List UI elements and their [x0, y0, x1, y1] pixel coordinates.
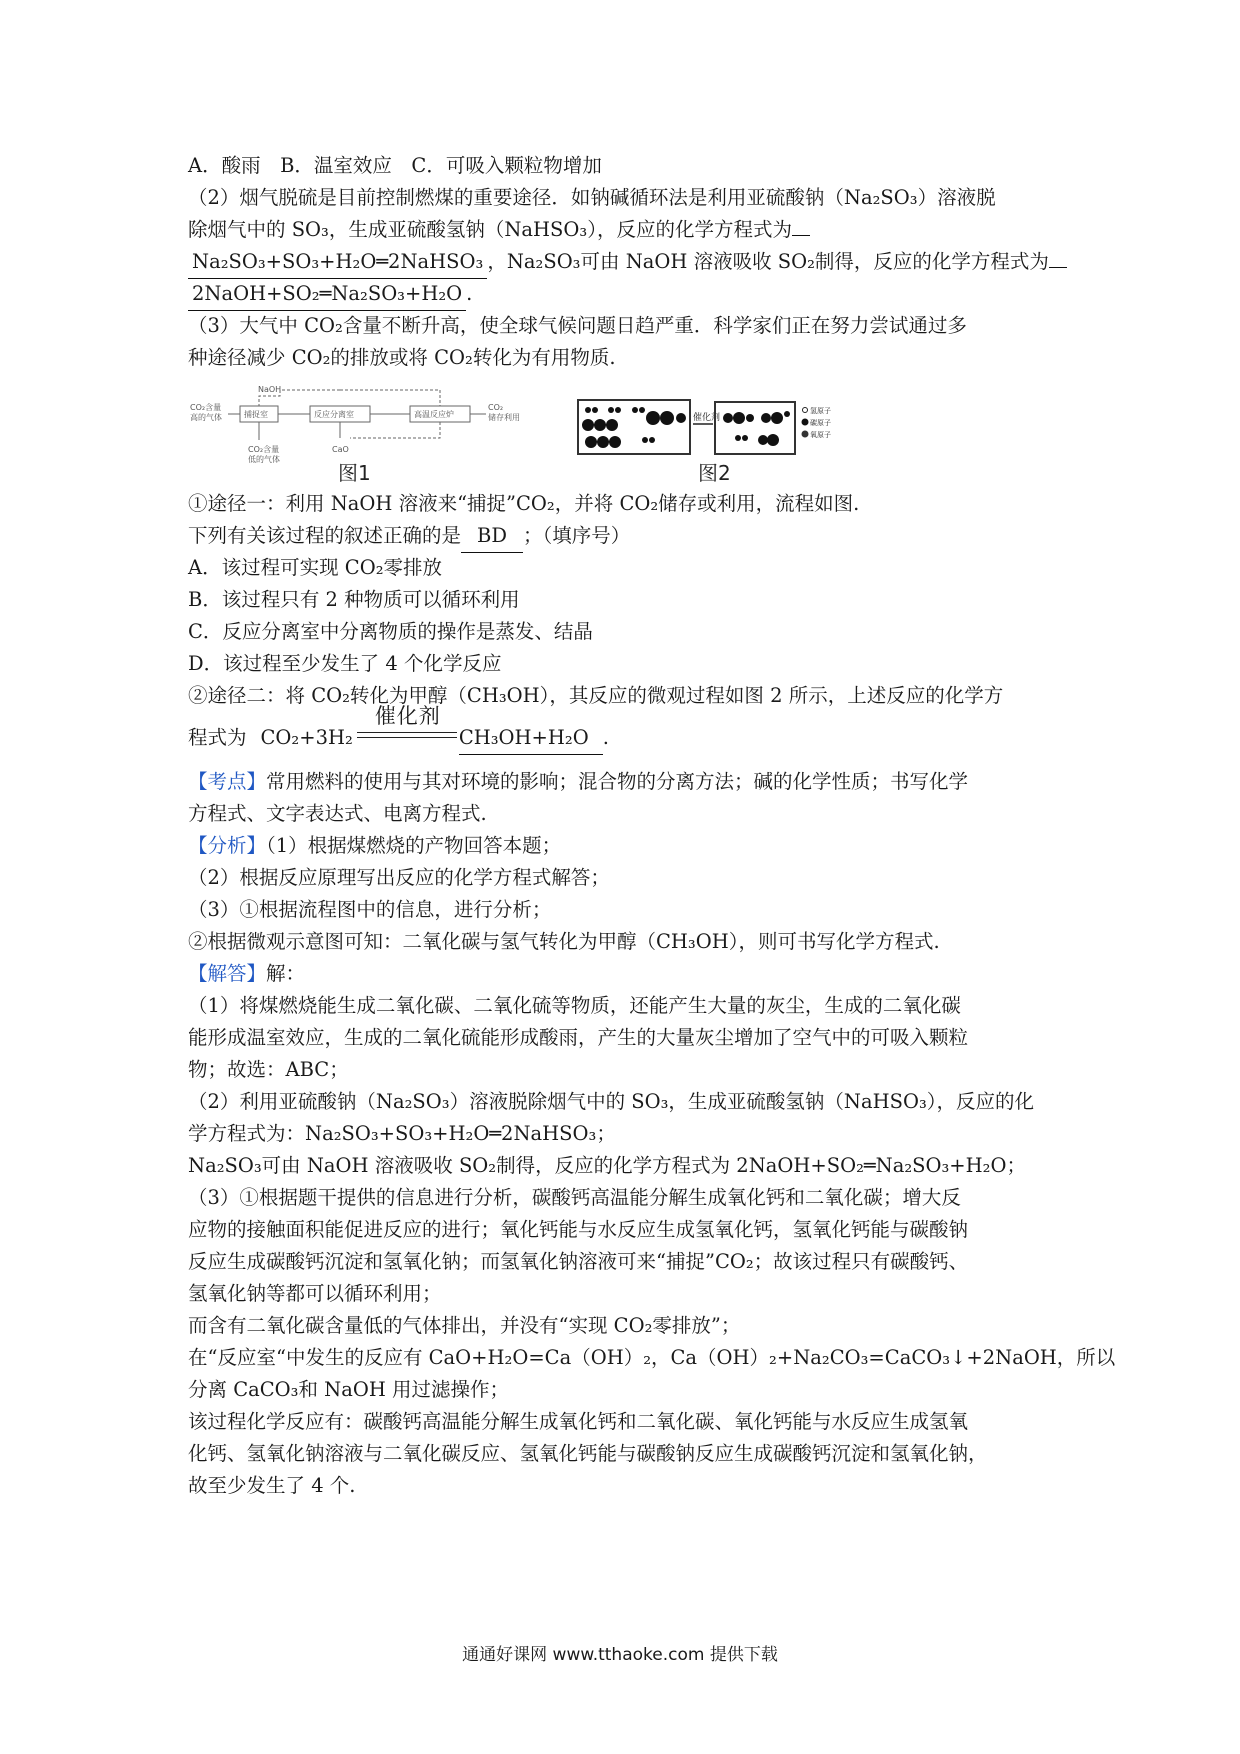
figure-2-micro — [573, 380, 848, 484]
box-capture: 捕捉室 — [244, 410, 268, 419]
legend-hydrogen: 氢原子 — [810, 407, 831, 415]
text-line: 化钙、氢氧化钠溶液与二氧化碳反应、氢氧化钙能与碳酸钠反应生成碳酸钙沉淀和氢氧化钠， — [188, 1442, 988, 1465]
output-label: CO₂ — [488, 403, 504, 412]
document-body — [188, 150, 1116, 1502]
legend-oxygen: 氧原子 — [810, 431, 831, 439]
text-line: 学方程式为：Na₂SO₃+SO₃+H₂O═2NaHSO₃； — [188, 1122, 616, 1145]
answer-blank: 2NaOH+SO₂═Na₂SO₃+H₂O — [188, 278, 466, 311]
cao-label: CaO — [332, 445, 349, 454]
kaodian-tag: 【考点】 — [188, 770, 267, 793]
option-d: D．该过程至少发生了 4 个化学反应 — [188, 652, 502, 675]
text-line: ①途径一：利用 NaOH 溶液来“捕捉”CO₂，并将 CO₂储存或利用，流程如图. — [188, 492, 860, 515]
text-line: 分离 CaCO₃和 NaOH 用过滤操作； — [188, 1378, 510, 1401]
text-line: 而含有二氧化碳含量低的气体排出，并没有“实现 CO₂零排放”； — [188, 1314, 741, 1337]
text-line: （3）大气中 CO₂含量不断升高，使全球气候问题日趋严重．科学家们正在努力尝试通过多 — [188, 314, 967, 337]
figure-1-flowchart — [188, 380, 558, 484]
text-line: 反应生成碳酸钙沉淀和氢氧化钠；而氢氧化钠溶液可来“捕捉”CO₂；故该过程只有碳酸钙、 — [188, 1250, 969, 1273]
text-line: 能形成温室效应，生成的二氧化硫能形成酸雨，产生的大量灰尘增加了空气中的可吸入颗粒 — [188, 1026, 969, 1049]
text-line: （2）利用亚硫酸钠（Na₂SO₃）溶液脱除烟气中的 SO₃，生成亚硫酸氢钠（NaHSO₃），反应的化 — [188, 1090, 1035, 1113]
option-b: B．该过程只有 2 种物质可以循环利用 — [188, 588, 520, 611]
naoh-label: NaOH — [258, 385, 282, 394]
text-line: 除烟气中的 SO₃，生成亚硫酸氢钠（NaHSO₃），反应的化学方程式为 — [188, 214, 1058, 246]
text-line: 下列有关该过程的叙述正确的是 BD ；（填序号） — [188, 520, 1058, 552]
text-line: （3）①根据流程图中的信息，进行分析； — [188, 898, 552, 921]
kaodian: 【考点】常用燃料的使用与其对环境的影响；混合物的分离方法；碱的化学性质；书写化学 — [188, 770, 969, 793]
text-line: 物；故选：ABC； — [188, 1058, 349, 1081]
answer-blank: BD — [461, 520, 523, 553]
figure-1-caption: 图1 — [338, 461, 371, 484]
jieda: 【解答】解： — [188, 962, 306, 985]
figures — [188, 380, 1058, 484]
text-line: A．酸雨 B．温室效应 C．可吸入颗粒物增加 — [188, 154, 602, 177]
text-line: 方程式、文字表达式、电离方程式. — [188, 802, 487, 825]
page-footer: 通通好课网 www.tthaoke.com 提供下载 — [462, 1645, 778, 1665]
legend-carbon: 碳原子 — [810, 419, 831, 427]
input-label: 高的气体 — [190, 413, 222, 422]
output-label: 储存利用 — [488, 413, 520, 422]
answer-left: CO₂+3H₂ — [260, 726, 353, 749]
text-line: ②途径二：将 CO₂转化为甲醇（CH₃OH），其反应的微观过程如图 2 所示，上述反应的化学方 — [188, 684, 1004, 707]
fenxi-tag: 【分析】 — [188, 834, 267, 857]
micro-reaction-diagram — [573, 380, 848, 484]
text-line: 程式为 CO₂+3H₂ 催化剂 CH₃OH+H₂O . — [188, 722, 1058, 754]
box-furnace: 高温反应炉 — [414, 410, 454, 419]
text-line: Na₂SO₃可由 NaOH 溶液吸收 SO₂制得，反应的化学方程式为 2NaOH+SO₂═Na₂SO₃+H₂O； — [188, 1154, 1026, 1177]
fenxi: 【分析】（1）根据煤燃烧的产物回答本题； — [188, 834, 562, 857]
answer-blank: Na₂SO₃+SO₃+H₂O═2NaHSO₃ — [188, 246, 487, 279]
answer-right: CH₃OH+H₂O — [459, 722, 603, 755]
low-gas-label: CO₂含量 — [248, 445, 280, 454]
text-line: （2）根据反应原理写出反应的化学方程式解答； — [188, 866, 610, 889]
text-line: 在“反应室“中发生的反应有 CaO+H₂O=Ca（OH）₂，Ca（OH）₂+Na₂CO₃=CaCO₃↓+2NaOH，所以 — [188, 1346, 1116, 1369]
text-line: ②根据微观示意图可知：二氧化碳与氢气转化为甲醇（CH₃OH），则可书写化学方程式. — [188, 930, 940, 953]
jieda-tag: 【解答】 — [188, 962, 267, 985]
text-line: 故至少发生了 4 个. — [188, 1474, 356, 1497]
option-a: A．该过程可实现 CO₂零排放 — [188, 556, 443, 579]
catalyst-arrow: 催化剂 — [357, 722, 457, 754]
text-line: （1）将煤燃烧能生成二氧化碳、二氧化硫等物质，还能产生大量的灰尘，生成的二氧化碳 — [188, 994, 961, 1017]
option-c: C．反应分离室中分离物质的操作是蒸发、结晶 — [188, 620, 593, 643]
text-line: （3）①根据题干提供的信息进行分析，碳酸钙高温能分解生成氧化钙和二氧化碳；增大反 — [188, 1186, 961, 1209]
text-line: 种途径减少 CO₂的排放或将 CO₂转化为有用物质. — [188, 346, 616, 369]
figure-2-caption: 图2 — [698, 461, 731, 484]
box-separation: 反应分离室 — [314, 410, 354, 419]
text-line: （2）烟气脱硫是目前控制燃煤的重要途径．如钠碱循环法是利用亚硫酸钠（Na₂SO₃）溶液脱 — [188, 186, 996, 209]
low-gas-label: 低的气体 — [248, 455, 280, 464]
catalyst-label: 催化剂 — [693, 413, 721, 423]
text-line: 该过程化学反应有：碳酸钙高温能分解生成氧化钙和二氧化碳、氧化钙能与水反应生成氢氧 — [188, 1410, 969, 1433]
flowchart-diagram — [188, 380, 558, 484]
text-line: 应物的接触面积能促进反应的进行；氧化钙能与水反应生成氢氧化钙，氢氧化钙能与碳酸钠 — [188, 1218, 969, 1241]
text-line: 氢氧化钠等都可以循环利用； — [188, 1282, 442, 1305]
input-label: CO₂含量 — [190, 403, 222, 412]
text-line: Na₂SO₃+SO₃+H₂O═2NaHSO₃ ，Na₂SO₃可由 NaOH 溶液吸收 SO₂制得，反应的化学方程式为 — [188, 246, 1058, 278]
text-line: 2NaOH+SO₂═Na₂SO₃+H₂O . — [188, 278, 1058, 310]
